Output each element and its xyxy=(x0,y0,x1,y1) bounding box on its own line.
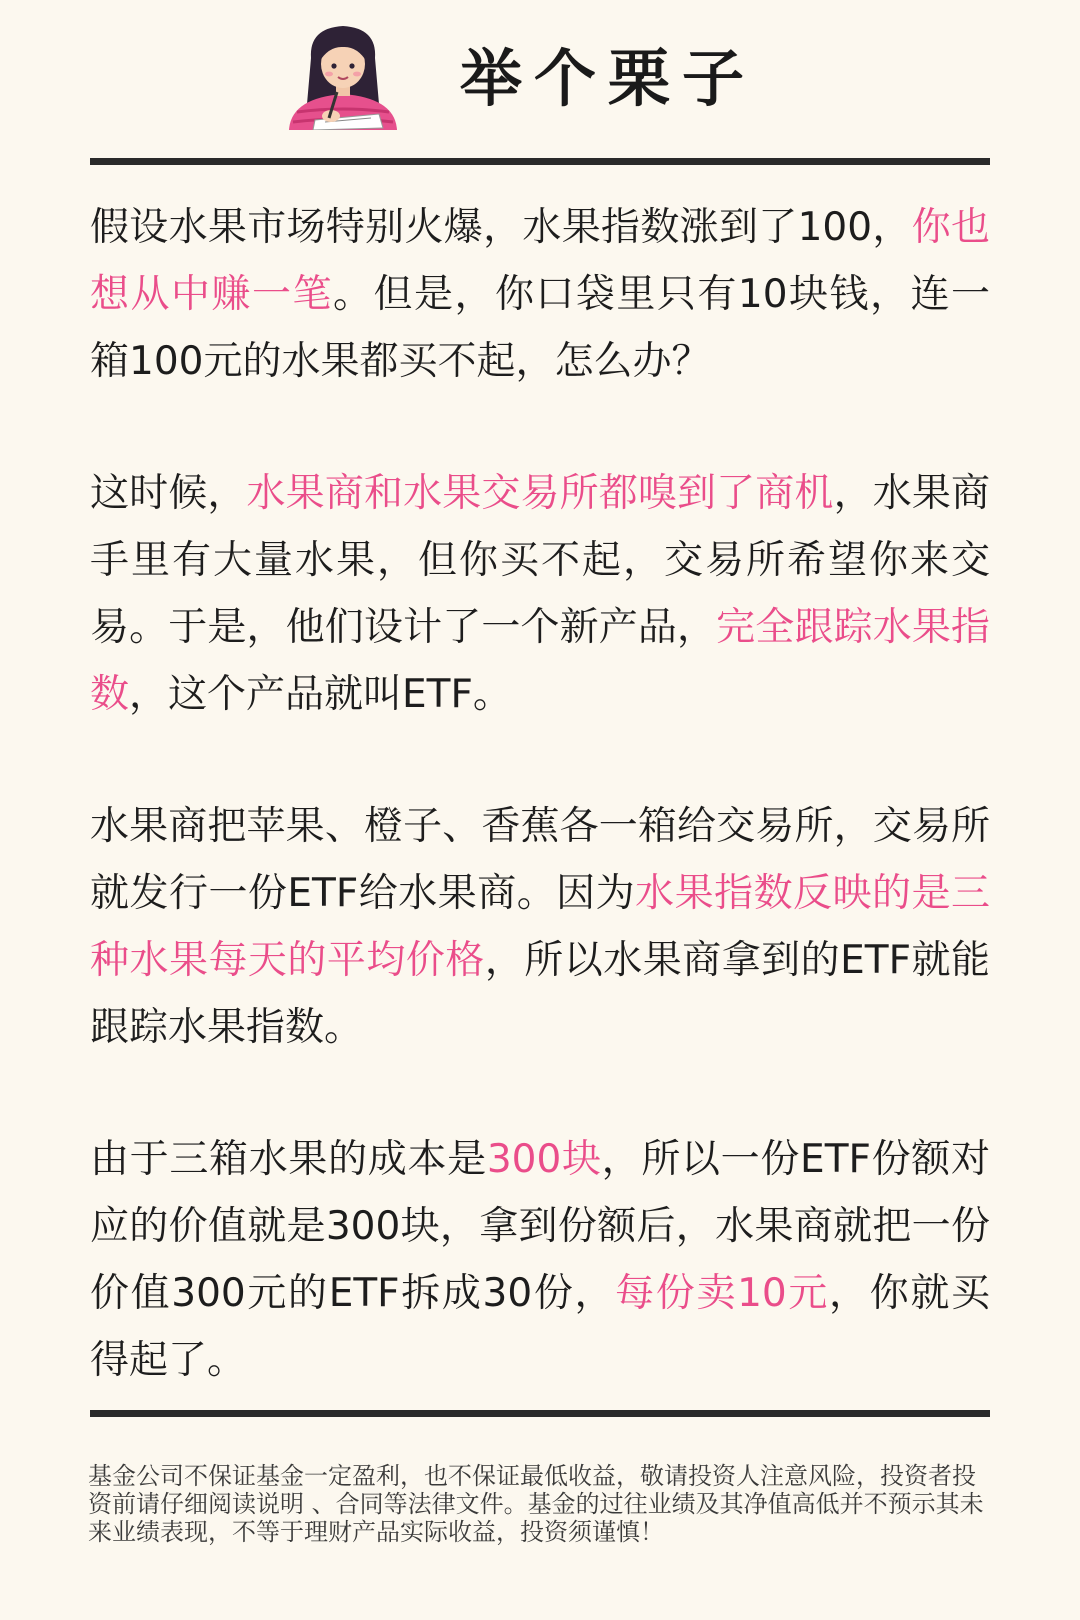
top-divider xyxy=(90,158,990,165)
text-segment: 假设水果市场特别火爆，水果指数涨到了100， xyxy=(90,205,912,250)
text-segment: 由于三箱水果的成本是 xyxy=(90,1137,487,1182)
highlight-segment: 水果指数反映的是三种水果每天的平均价格 xyxy=(90,871,990,983)
risk-disclaimer: 基金公司不保证基金一定盈利，也不保证最低收益，敬请投资人注意风险，投资者投资前请仔细阅读说明 、合同等法律文件。基金的过往业绩及其净值高低并不预示其未来业绩表现，不等于理财产品实际收益，投资须谨慎！ xyxy=(88,1462,984,1546)
girl-writing-avatar-icon xyxy=(283,20,403,130)
paragraph-1 xyxy=(90,194,990,395)
paragraph-2 xyxy=(90,460,990,728)
paragraph-3 xyxy=(90,793,990,1061)
text-segment: ，所以一份ETF份额对应的价值就是300块，拿到份额后，水果商就把一份价值300元的ETF拆成30份， xyxy=(90,1137,990,1316)
article-body xyxy=(90,194,990,1394)
paragraph-4 xyxy=(90,1126,990,1394)
highlight-segment: 每份卖10元 xyxy=(615,1271,830,1316)
text-segment: 水果商把苹果、橙子、香蕉各一箱给交易所，交易所就发行一份ETF给水果商。因为 xyxy=(90,804,990,916)
bottom-divider xyxy=(90,1410,990,1417)
text-segment: ，你就买得起了。 xyxy=(90,1271,990,1383)
text-segment: ，所以水果商拿到的ETF就能跟踪水果指数。 xyxy=(90,938,990,1050)
text-segment: ，水果商手里有大量水果，但你买不起，交易所希望你来交易。于是，他们设计了一个新产品， xyxy=(90,471,990,650)
highlight-segment: 完全跟踪水果指数 xyxy=(90,605,990,717)
text-segment: 这时候， xyxy=(90,471,247,516)
text-segment: 。但是，你口袋里只有10块钱，连一箱100元的水果都买不起，怎么办？ xyxy=(90,272,990,384)
header xyxy=(0,0,1080,150)
highlight-segment: 你也想从中赚一笔 xyxy=(90,205,990,317)
highlight-segment: 水果商和水果交易所都嗅到了商机 xyxy=(246,471,834,516)
page-title: 举个栗子 xyxy=(460,42,757,115)
text-segment: ，这个产品就叫ETF。 xyxy=(129,672,512,717)
highlight-segment: 300块 xyxy=(486,1137,602,1182)
